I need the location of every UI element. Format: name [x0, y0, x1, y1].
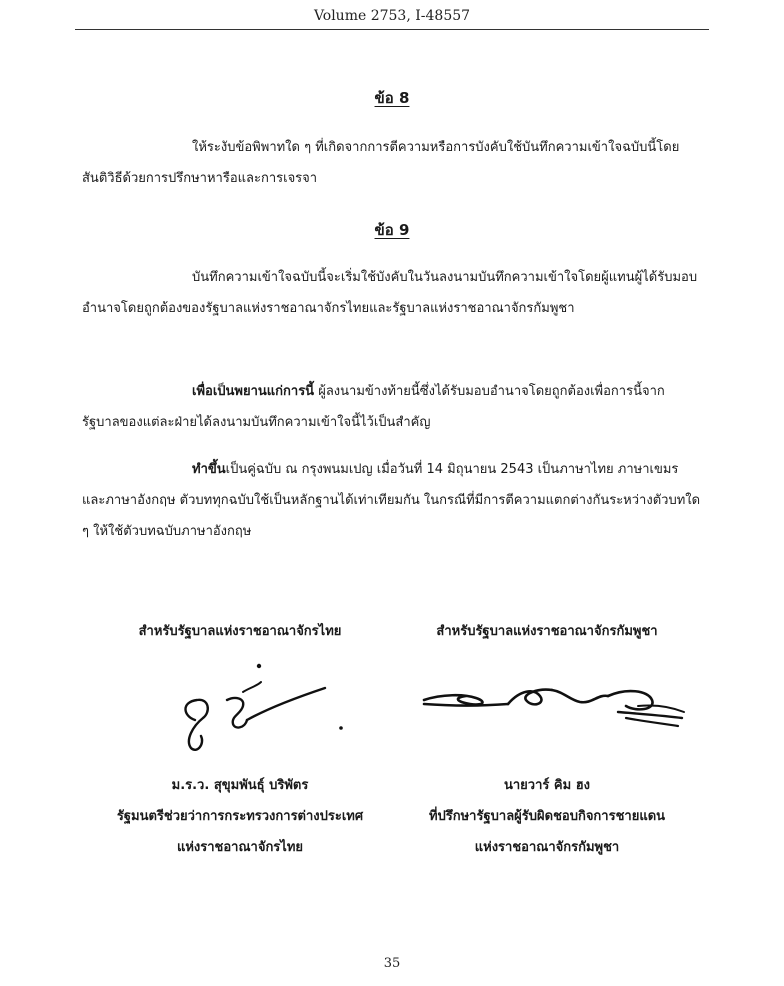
signatory-details-cambodia	[402, 770, 692, 863]
witness-lead: เพื่อเป็นพยานแก่การนี้	[192, 384, 315, 399]
page-number: 35	[383, 956, 401, 971]
done-paragraph	[82, 454, 702, 547]
signatory-name-cambodia: นายวาร์ คิม ฮง	[504, 778, 590, 793]
article-9-heading	[0, 218, 784, 242]
done-text: เป็นคู่ฉบับ ณ กรุงพนมเปญ เมื่อวันที่ 14 มิถุนายน 2543 เป็นภาษาไทย ภาษาเขมร และภาษาอังกฤษ ตัวบททุกฉบับใช้เป็นหลักฐานได้เท่าเทียมกัน ในกรณีที่มีการตีความแตกต่างกันระหว่างตัวบทใด ๆ ให้ใช้ตัวบทฉบับภาษาอังกฤษ	[82, 462, 701, 539]
done-lead: ทำขึ้น	[192, 462, 226, 477]
article-8-heading	[0, 86, 784, 110]
signatory-title-thailand: รัฐมนตรีช่วยว่าการกระทรวงการต่างประเทศ	[116, 809, 364, 824]
signatory-name-thailand: ม.ร.ว. สุขุมพันธุ์ บริพัตร	[171, 778, 309, 793]
article-9-heading-text: ข้อ 9	[374, 221, 410, 239]
signature-thailand-graphic	[175, 658, 355, 758]
signatory-title-cambodia: ที่ปรึกษารัฐบาลผู้รับผิดชอบกิจการชายแดน	[428, 809, 666, 824]
signatory-country-thailand: แห่งราชอาณาจักรไทย	[176, 840, 304, 855]
header-rule	[75, 29, 709, 30]
signatory-details-thailand	[95, 770, 385, 863]
signatory-country-cambodia: แห่งราชอาณาจักรกัมพูชา	[474, 840, 620, 855]
witness-paragraph	[82, 376, 702, 438]
article-8-paragraph	[82, 132, 702, 194]
signatory-for-cambodia: สำหรับรัฐบาลแห่งราชอาณาจักรกัมพูชา	[436, 624, 658, 639]
signatory-for-thailand: สำหรับรัฐบาลแห่งราชอาณาจักรไทย	[138, 624, 342, 639]
page-header: Volume 2753, I-48557	[313, 8, 471, 24]
signature-cambodia-graphic	[412, 660, 692, 740]
article-9-paragraph	[82, 262, 702, 324]
article-9-text: บันทึกความเข้าใจฉบับนี้จะเริ่มใช้บังคับในวันลงนามบันทึกความเข้าใจโดยผู้แทนผู้ได้รับมอบอำนาจโดยถูกต้องของรัฐบาลแห่งราชอาณาจักรไทยและรัฐบาลแห่งราชอาณาจักรกัมพูชา	[82, 270, 698, 316]
signature-block-thailand	[95, 620, 385, 860]
article-8-text: ให้ระงับข้อพิพาทใด ๆ ที่เกิดจากการตีความหรือการบังคับใช้บันทึกความเข้าใจฉบับนี้โดยสันติวิธีด้วยการปรึกษาหารือและการเจรจา	[82, 140, 680, 186]
signature-block-cambodia	[402, 620, 692, 860]
witness-text: ผู้ลงนามข้างท้ายนี้ซึ่งได้รับมอบอำนาจโดยถูกต้องเพื่อการนี้จากรัฐบาลของแต่ละฝ่ายได้ลงนามบันทึกความเข้าใจนี้ไว้เป็นสำคัญ	[82, 384, 665, 430]
article-8-heading-text: ข้อ 8	[374, 89, 410, 107]
